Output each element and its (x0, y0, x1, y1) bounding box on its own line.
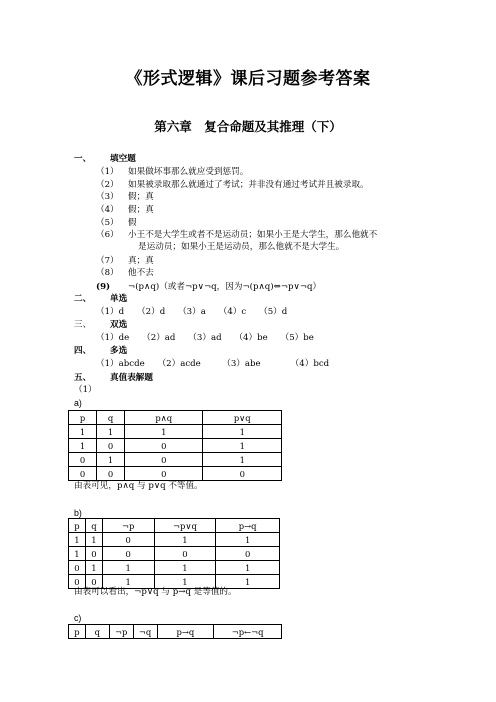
section-2-title: 单选 (110, 294, 128, 304)
header-cell: p→q (157, 625, 214, 639)
table-b-label: b) (74, 508, 82, 518)
table-row (69, 547, 280, 561)
fill-9-num: (9) (96, 282, 111, 292)
section-1-title: 填空题 (110, 154, 136, 164)
table-cell: 1 (69, 533, 86, 547)
header-cell: p (69, 411, 97, 425)
header-cell: q (85, 625, 109, 639)
table-cell: 0 (154, 547, 216, 561)
section-5-subitem: （1） (74, 385, 97, 395)
header-cell: p∨q (203, 411, 282, 425)
section-1-number: 一、 (74, 154, 92, 164)
table-cell: 1 (216, 561, 280, 575)
table-cell: 1 (216, 575, 280, 589)
fill-9-text: ¬(p∧q)（或者¬p∨¬q，因为¬(p∧q)⇔¬p∨¬q） (128, 282, 322, 292)
table-cell: 0 (97, 467, 125, 481)
table-row (69, 453, 282, 467)
table-b-note: 由表可以看出，¬p∨q 与 p→q 是等值的。 (74, 587, 237, 597)
table-cell: 1 (125, 425, 203, 439)
fill-4-num: （4） (96, 205, 119, 215)
section-5-number: 五、 (74, 373, 92, 383)
table-cell: 0 (125, 467, 203, 481)
truth-table-b (68, 518, 280, 589)
table-header-row (69, 625, 282, 639)
table-row (69, 561, 280, 575)
table-row (69, 439, 282, 453)
fill-7-text: 真；真 (128, 256, 154, 266)
truth-table-a (68, 410, 282, 481)
fill-7-num: （7） (96, 256, 119, 266)
header-cell: p→q (216, 519, 280, 533)
header-cell: ¬p (102, 519, 154, 533)
fill-5-num: （5） (96, 218, 119, 228)
table-cell: 0 (102, 533, 154, 547)
section-2-answers: （1）d （2）d （3）a （4）c （5）d (96, 307, 288, 317)
truth-table-c (68, 624, 282, 639)
fill-2-num: （2） (96, 180, 119, 190)
fill-6-num: （6） (96, 230, 119, 240)
section-5-title: 真值表解题 (110, 373, 153, 383)
table-cell: 1 (154, 533, 216, 547)
table-cell: 1 (154, 561, 216, 575)
fill-6-text-cont: 是运动员；如果小王是运动员，那么他就不是大学生。 (138, 242, 345, 252)
header-cell: ¬q (133, 625, 157, 639)
fill-2-text: 如果被录取那么就通过了考试；并非没有通过考试并且被录取。 (128, 180, 369, 190)
table-cell: 1 (97, 425, 125, 439)
table-row (69, 425, 282, 439)
section-4-answers: （1）abcde （2）acde （3）abe （4）bcd (96, 359, 330, 369)
fill-8-num: （8） (96, 268, 119, 278)
table-header-row (69, 411, 282, 425)
header-cell: q (85, 519, 102, 533)
table-cell: 1 (203, 439, 282, 453)
table-cell: 0 (97, 439, 125, 453)
header-cell: p (69, 625, 86, 639)
table-c-label: c) (74, 613, 82, 623)
fill-3-text: 假；真 (128, 192, 154, 202)
table-cell: 1 (69, 547, 86, 561)
section-3-title: 双选 (110, 320, 128, 330)
table-cell: 0 (102, 547, 154, 561)
fill-1-num: （1） (96, 167, 119, 177)
table-cell: 0 (69, 453, 97, 467)
header-cell: q (97, 411, 125, 425)
section-4-number: 四、 (74, 346, 92, 356)
table-cell: 0 (69, 467, 97, 481)
table-cell: 1 (102, 561, 154, 575)
chapter-heading: 第六章 复合命题及其推理（下） (154, 119, 342, 134)
header-cell: ¬p∨q (154, 519, 216, 533)
fill-4-text: 假；真 (128, 205, 154, 215)
table-cell: 1 (154, 575, 216, 589)
table-cell: 0 (125, 453, 203, 467)
section-3-answers: （1）de （2）ad （3）ad （4）be （5）be (96, 333, 314, 343)
table-cell: 0 (125, 439, 203, 453)
table-cell: 1 (102, 575, 154, 589)
document-title: 《形式逻辑》课后习题参考答案 (125, 69, 371, 89)
header-cell: ¬p←¬q (214, 625, 282, 639)
fill-8-text: 他不去 (128, 268, 154, 278)
table-cell: 0 (69, 575, 86, 589)
table-cell: 0 (216, 547, 280, 561)
header-cell: p (69, 519, 86, 533)
table-cell: 1 (69, 439, 97, 453)
fill-1-text: 如果做坏事那么就应受到惩罚。 (128, 167, 249, 177)
header-cell: p∧q (125, 411, 203, 425)
section-4-title: 多选 (110, 346, 128, 356)
table-a-note: 由表可见，p∧q 与 p∨q 不等值。 (74, 481, 203, 491)
table-cell: 1 (216, 533, 280, 547)
table-row (69, 467, 282, 481)
table-cell: 1 (203, 425, 282, 439)
table-cell: 0 (85, 547, 102, 561)
fill-5-text: 假 (128, 218, 137, 228)
fill-6-text: 小王不是大学生或者不是运动员；如果小王是大学生，那么他就不 (128, 230, 378, 240)
table-cell: 1 (97, 453, 125, 467)
table-row (69, 533, 280, 547)
table-cell: 0 (203, 467, 282, 481)
table-cell: 0 (69, 561, 86, 575)
table-cell: 1 (69, 425, 97, 439)
section-3-number: 三、 (74, 320, 92, 330)
table-cell: 0 (85, 575, 102, 589)
section-2-number: 二、 (74, 294, 92, 304)
table-cell: 1 (85, 533, 102, 547)
table-cell: 1 (85, 561, 102, 575)
table-cell: 1 (203, 453, 282, 467)
table-header-row (69, 519, 280, 533)
table-a-label: a) (74, 398, 82, 408)
header-cell: ¬p (109, 625, 133, 639)
fill-3-num: （3） (96, 192, 119, 202)
